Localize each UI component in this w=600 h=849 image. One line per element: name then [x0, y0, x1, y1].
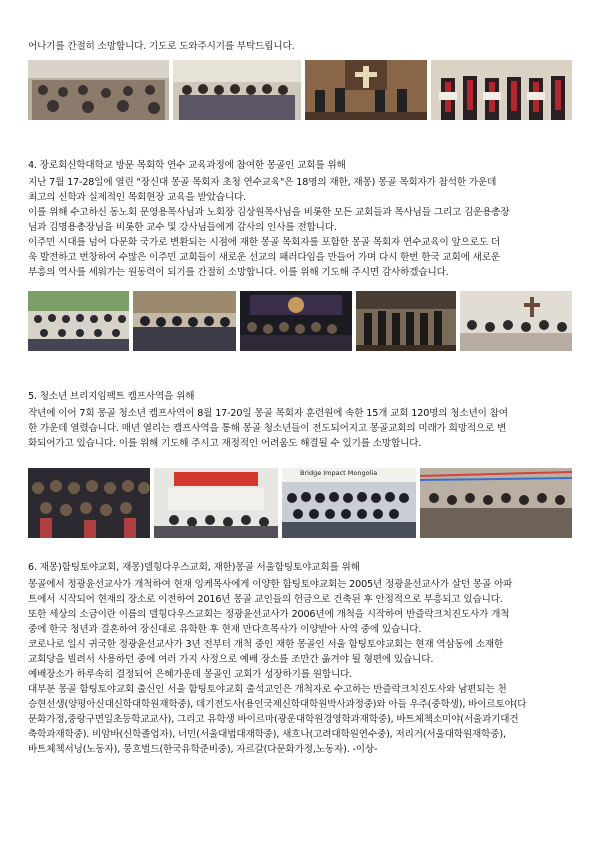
camp-crowd-photo [28, 468, 150, 538]
section6-line: 문화가정,중랑구면일초등학교교사), 그리고 유학생 바이르마(광운대학원경영학과재학중), 바트체첵소미야(서울과기대건 [28, 714, 519, 725]
section6-heading: 6. 재몽)함팅토야교회, 재몽)델힝다우스교회, 재한)몽골 서울함팅토야교회를 위해 [28, 562, 360, 573]
classroom-photo [28, 60, 169, 120]
section4-heading: 4. 장로회신학대학교 방문 목회학 연수 교육과정에 참여한 몽골인 교회를 위해 [28, 160, 346, 171]
seated-group-photo [28, 291, 129, 351]
section6-line: 트에서 시작되어 현재의 장소로 이전하여 2016년 몽골 교인들의 헌금으로 건축된 후 안정적으로 부흥되고 있습니다. [28, 594, 503, 605]
concert-photo [240, 291, 352, 351]
section6-line: 중에 한국 청년과 결혼하여 장신대로 유학한 후 현재 만다흐목사가 이양받아 사역 중에 있습니다. [28, 624, 422, 635]
section6-line: 바트체첵서닝(노동자), 뭉흐벌드(한국유학준비중), 자르갈(다문화가정,노동자). -이상- [28, 744, 378, 755]
photo-row-1 [28, 60, 572, 120]
bridge-impact-banner-photo [282, 468, 416, 538]
section4-line: 욱 발전하고 번창하여 수많은 이주민 교회들이 새로운 선교의 패러다임을 만들어 가며 다시 한번 한국 교회에 새로운 [28, 252, 501, 263]
section4-line: 이를 위해 수고하신 동노회 문영용목사님과 노회장 김상원목사님을 비롯한 모든 교회들과 목사님들 그리고 김운용총장 [28, 207, 510, 218]
section5-line: 작년에 이어 7회 몽골 청소년 캠프사역이 8월 17-20일 몽골 목회자 훈련원에 속한 15개 교회 120명의 청소년이 참여 [28, 408, 508, 419]
section6-line: 몽골에서 정광윤선교사가 개척하여 현재 잉케목사에게 이양한 함팅토야교회는 2005년 정광윤선교사가 살던 몽골 아파 [28, 579, 513, 590]
audience-photo [133, 291, 236, 351]
intro-text: 어나기를 간절히 소망합니다. 기도로 도와주시기를 부탁드립니다. [28, 41, 295, 52]
banner-title: Bridge Impact Mongolia [300, 469, 378, 477]
section5-line: 화되어가고 있습니다. 이를 위해 기도해 주시고 재정적인 어려움도 해결될 수 있기를 소망합니다. [28, 438, 422, 449]
section4-line: 님과 김명용총장님을 비롯한 교수 및 강사님들에게 감사의 인사를 전합니다. [28, 222, 337, 233]
graduation-gowns-photo [431, 60, 572, 120]
photo-row-2 [28, 291, 572, 351]
church-hall-photo [356, 291, 456, 351]
photo-row-3 [28, 468, 572, 538]
section4-line: 최고의 신학과 실제적인 목회현장 교육을 받았습니다. [28, 192, 246, 203]
section6-line: 예배장소가 하루속히 결정되어 은혜가운데 몽골인 교회가 성장하기를 원합니다. [28, 669, 353, 680]
section5-line: 한 가운데 열렸습니다. 매년 열리는 캠프사역을 통해 몽골 청소년들이 전도되어지고 몽골교회의 미래가 희망적으로 변 [28, 423, 507, 434]
camp-stage-photo [154, 468, 278, 538]
section6-line: 승현선생(양평아신대신학대학원재학중), 데기전도사(용인국제신학대학원박사과정중)와 아들 우주(중학생), 바이르토야(다 [28, 699, 527, 710]
section5-heading: 5. 청소년 브리지임팩트 캠프사역을 위해 [28, 391, 195, 402]
section6-line: 대부분 몽골 함팅토야교회 출신인 서울 함팅토야교회 출석교인은 개척자로 수고하는 반즐락크치진도사와 남편되는 천 [28, 684, 507, 695]
camp-dinner-photo [420, 468, 572, 538]
church-stage-photo [305, 60, 427, 120]
section6-line: 또한 세상의 소금이란 이름의 델힝다우스교회는 정광윤선교사가 2006년에 개척을 시작하여 반즐락크치진도사가 개척 [28, 609, 510, 620]
section6-line: 교회당을 빌려서 사용하던 중에 여러 가지 사정으로 예배 장소를 조만간 옮겨야 될 형편에 있습니다. [28, 654, 434, 665]
classroom-students-photo [460, 291, 572, 351]
section4-line: 지난 7월 17-28일에 열린 "장신대 몽골 목회자 초청 연수교육"은 18명의 재한, 재몽) 몽골 목회자가 참석한 가운데 [28, 177, 497, 188]
section6-line: 코로나로 일시 귀국한 정광윤선교사가 3년 전부터 개척 중인 재한 몽골인 서울 함팅토야교회는 현재 역삼동에 소재한 [28, 639, 504, 650]
section4-line: 부흥의 역사를 세워가는 원동력이 되기를 간절히 소망합니다. 이를 위해 기도해 주시면 감사하겠습니다. [28, 267, 449, 278]
section4-line: 이주민 시대를 넘어 다문화 국가로 변환되는 시점에 재한 몽골 목회자를 포함한 몽골 목회자 연수교육이 앞으로도 더 [28, 237, 501, 248]
section6-line: 축학과재학중). 비암바(신학졸업자), 너민(서울대법대재학중), 새흐나(고려대학원연수중), 저리거(서울대학원재학중), [28, 729, 506, 740]
group-photo-indoor [173, 60, 301, 120]
